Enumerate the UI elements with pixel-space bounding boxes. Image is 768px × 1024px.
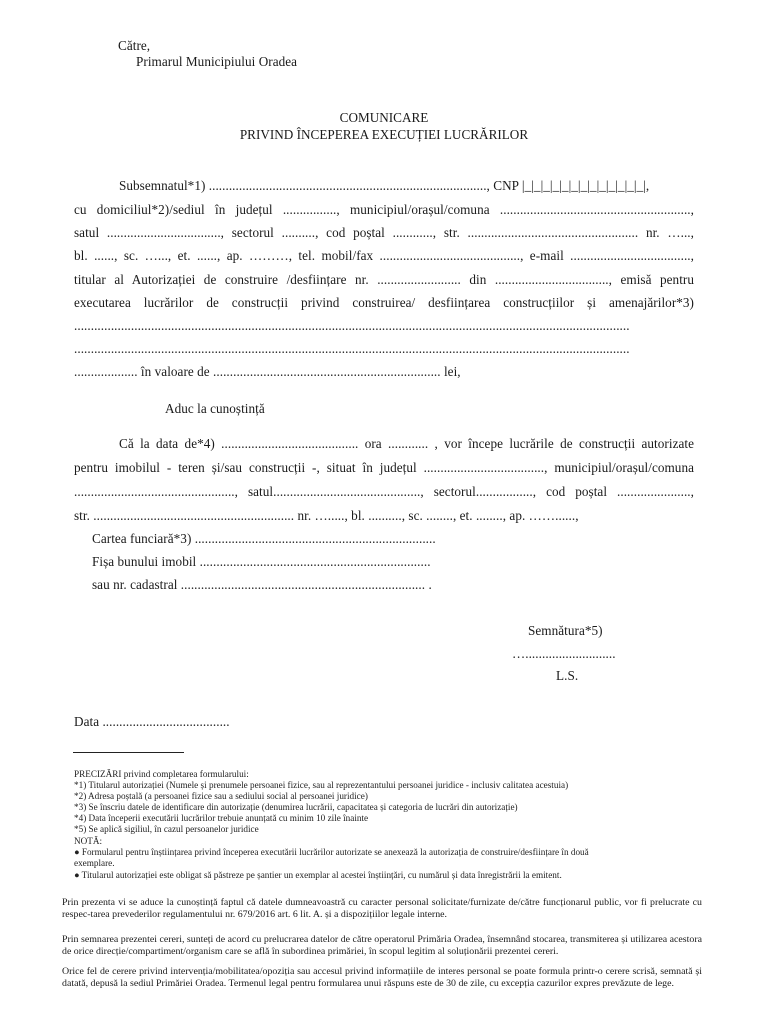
value-line: ................... în valoare de .................................................................... lei,: [74, 364, 461, 379]
gdpr-paragraph-3: Orice fel de cerere privind intervenția/mobilitatea/opoziția sau accesul privind informațiile de interes personal se poate formula printr-o cerere scrisă, semnată și datată, depusă la sediul Primăriei Oradea. Termenul legal pentru formularea unui răspuns este de 30 de zile, cu excepția cazurilor expres prevăzute de lege.: [62, 966, 702, 990]
addressee-recipient: Primarul Municipiului Oradea: [136, 54, 298, 69]
footnote-divider: [73, 752, 184, 753]
date-line: Data ......................................: [74, 714, 230, 729]
applicant-name-line: Subsemnatul*1) ..................................................................................., CNP |_|_|_|_|_|_|_|_|_|_|_|_|_|,: [119, 178, 650, 193]
address-line: satul .................................., sectorul .........., cod poștal ............, str. ................................................... nr. …...,: [74, 225, 694, 240]
nota-item-continued: exemplare.: [74, 858, 115, 868]
document-title: COMUNICARE: [339, 110, 429, 125]
property-address-line: ................................................, satul............................................, sectorul................., cod poștal ......................,: [74, 484, 694, 499]
works-description-line: executarea lucrărilor de construcții privind construirea/ desființarea construcțiilor și amenajărilor*3): [74, 295, 694, 310]
addressee-label: Către,: [118, 38, 151, 53]
cadastral-number-line: sau nr. cadastral ......................................................................... .: [92, 577, 432, 592]
seal-label: L.S.: [556, 668, 579, 683]
gdpr-paragraph-2: Prin semnarea prezentei cereri, sunteți de acord cu prelucrarea datelor de către operatorul Primăria Oradea, însemnând stocarea, transmiterea și utilizarea acestora de orice direcție/compartiment/organism care se află în subordinea primăriei, în scopul legitim al soluționării prezentei cereri.: [62, 934, 702, 958]
property-sheet-line: Fișa bunului imobil .....................................................................: [92, 554, 431, 569]
note-item: *4) Data începerii executării lucrărilor trebuie anunțată cu minim 10 zile înainte: [74, 813, 369, 823]
note-item: *5) Se aplică sigiliul, în cazul persoanelor juridice: [74, 824, 259, 834]
nota-item: ● Formularul pentru înștiințarea privind începerea executării lucrărilor autorizate se anexează la autorizația de construire/desființare în două: [74, 847, 589, 857]
gdpr-paragraph-1: Prin prezenta vi se aduce la cunoștință faptul că datele dumneavoastră cu caracter personal solicitate/furnizate de/către funcționarul public, vor fi prelucrate cu respec-tarea prevederilor regulamentului nr. 679/2016 art. 6 lit. A. și a dispozițiilor legale interne.: [62, 897, 702, 921]
nota-item: ● Titularul autorizației este obligat să păstreze pe șantier un exemplar al acestei înștiințări, cu numărul și data înregistrării la emitent.: [74, 870, 562, 880]
note-item: *3) Se înscriu datele de identificare din autorizație (denumirea lucrării, capacitatea și categoria de lucrări din autorizație): [74, 802, 518, 812]
contact-line: bl. ......, sc. …..., et. ......, ap. ………, tel. mobil/fax .........................................., e-mail ....................................,: [74, 248, 694, 263]
domicile-line: cu domiciliul*2)/sediul în județul ................, municipiul/orașul/comuna .........................................................,: [74, 202, 694, 217]
signature-label: Semnătura*5): [528, 623, 603, 638]
note-item: *2) Adresa poștală (a persoanei fizice sau a sediului social al persoanei juridice): [74, 791, 368, 801]
authorization-line: titular al Autorizației de construire /desființare nr. ......................... din .................................., emisă pentru: [74, 272, 694, 287]
nota-heading: NOTĂ:: [74, 836, 103, 846]
blank-line-2: ......................................................................................................................................................................: [74, 341, 630, 356]
notice-heading: Aduc la cunoștință: [165, 401, 265, 416]
start-date-line: Că la data de*4) ......................................... ora ............ , vor începe lucrările de construcții autorizate: [119, 436, 694, 451]
notes-heading: PRECIZĂRI privind completarea formularului:: [74, 769, 249, 779]
note-item: *1) Titularul autorizației (Numele și prenumele persoanei fizice, sau al reprezentantului persoanei juridice - inclusiv calitatea acestuia): [74, 780, 569, 790]
property-street-line: str. ............................................................ nr. …....., bl. .........., sc. ........, et. ........, ap. ……......,: [74, 508, 579, 523]
blank-line-1: ......................................................................................................................................................................: [74, 318, 630, 333]
document-subtitle: PRIVIND ÎNCEPEREA EXECUȚIEI LUCRĂRILOR: [239, 127, 529, 142]
signature-line: …...........................: [512, 646, 616, 661]
land-registry-line: Cartea funciară*3) ........................................................................: [92, 531, 436, 546]
property-line: pentru imobilul - teren și/sau construcții -, situat în județul ...................................., municipiul/orașul/comuna: [74, 460, 694, 475]
